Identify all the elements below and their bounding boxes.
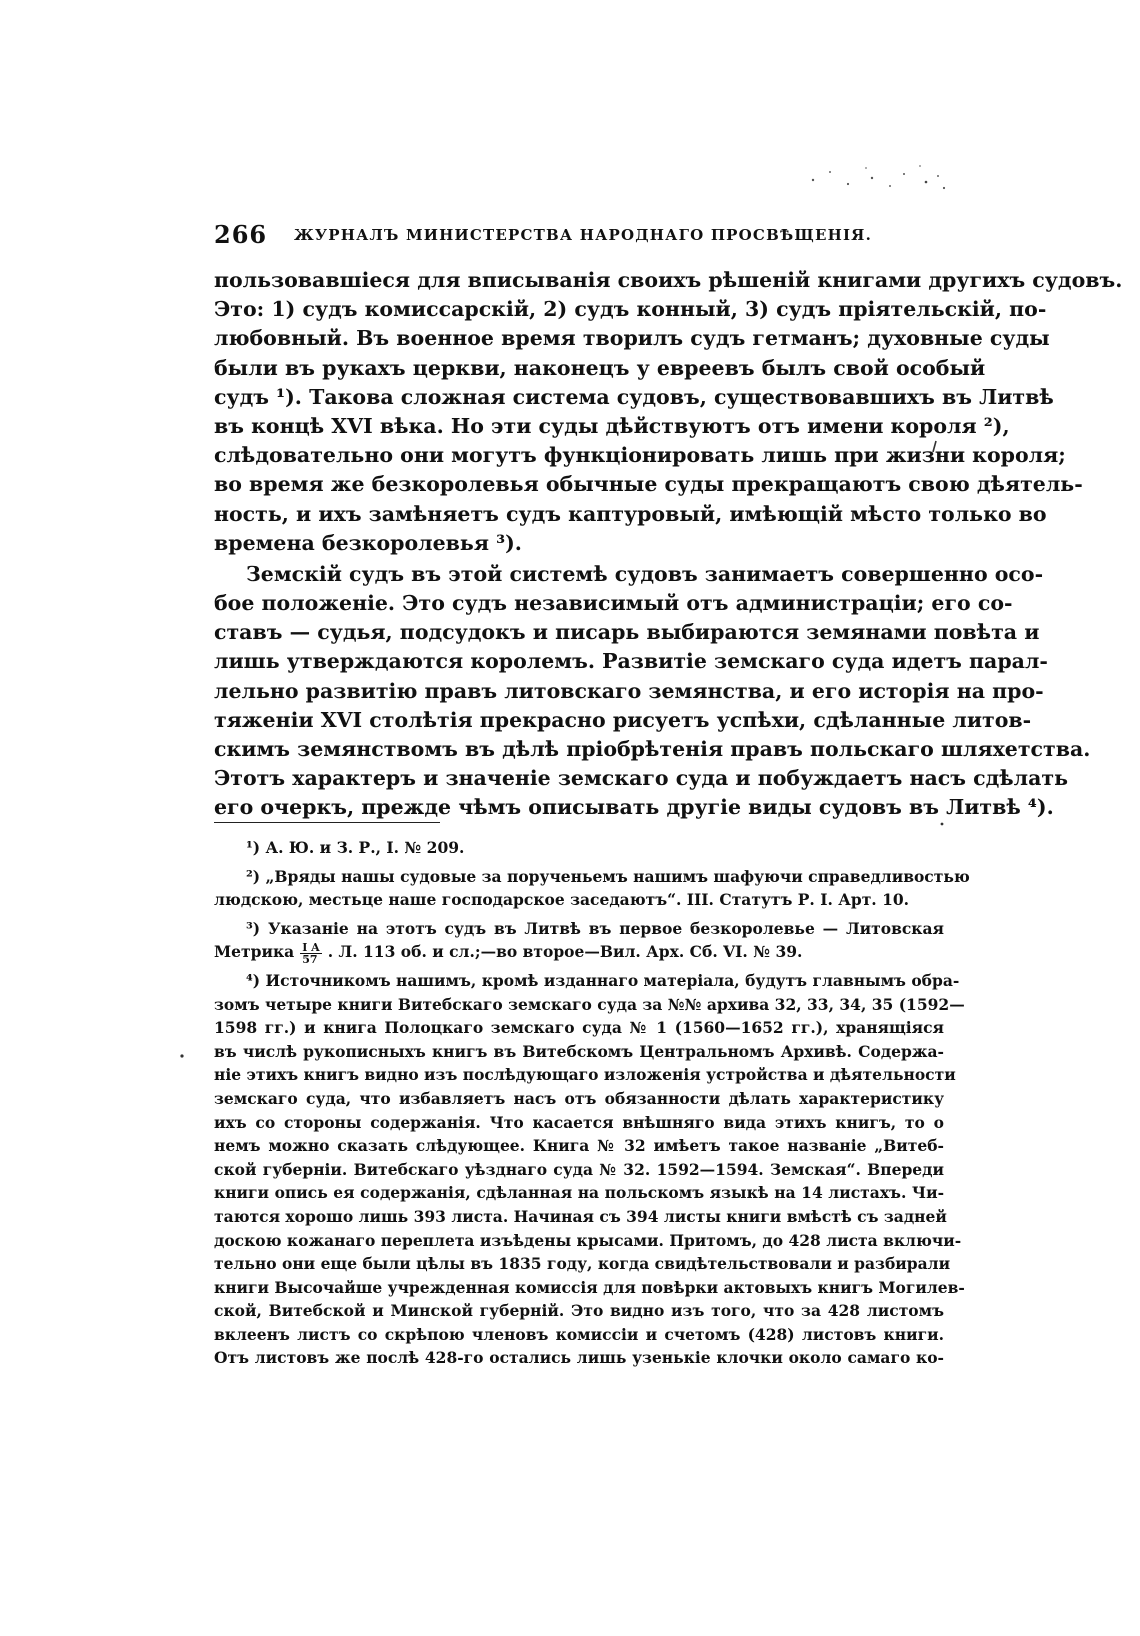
running-head	[214, 220, 942, 250]
footnote-line: ніе этихъ книгъ видно изъ послѣдующаго изложенія устройства и дѣятельности	[214, 1065, 956, 1085]
footnote-1	[214, 836, 944, 860]
footnote-3	[214, 917, 944, 964]
text-line: Земскій судъ въ этой системѣ судовъ занимаетъ совершенно осо-	[246, 561, 1044, 586]
footnote-line: ⁴) Источникомъ нашимъ, кромѣ изданнаго матеріала, будутъ главнымъ обра-	[246, 970, 960, 990]
text-line: бое положеніе. Это судъ независимый отъ администраціи; его со-	[214, 591, 1013, 616]
fraction-denominator: 57	[302, 952, 318, 966]
footnote-line: ²) „Вряды нашы судовые за порученьемъ нашимъ шафуючи справедливостью	[246, 866, 970, 886]
fraction-reference	[300, 942, 322, 965]
footnote-line: ¹) А. Ю. и З. Р., I. № 209.	[246, 838, 465, 857]
scan-speckles	[808, 162, 948, 192]
footnote-line: Отъ листовъ же послѣ 428-го остались лишь узенькіе клочки около самаго ко-	[214, 1348, 944, 1368]
text-line: ставъ — судья, подсудокъ и писарь выбираются земянами повѣта и	[214, 620, 1040, 645]
margin-dot-mark	[178, 1050, 186, 1062]
footnote-line: земскаго суда, что избавляетъ насъ отъ обязанности дѣлать характеристику	[214, 1088, 944, 1108]
margin-dot-mark	[938, 818, 946, 830]
footnote-line: 1598 гг.) и книга Полоцкаго земскаго суда № 1 (1560—1652 гг.), хранящіяся	[214, 1018, 944, 1038]
footnote-separator	[214, 822, 440, 823]
page-number: 266	[214, 220, 268, 249]
main-text	[214, 266, 1123, 823]
footnote-line: книги опись ея содержанія, сдѣланная на польскомъ языкѣ на 14 листахъ. Чи-	[214, 1183, 944, 1203]
footnote-line: доскою кожанаго переплета изъѣдены крысами. Притомъ, до 428 листа включи-	[214, 1230, 962, 1250]
text-line: любовный. Въ военное время творилъ судъ гетманъ; духовные суды	[214, 326, 1050, 351]
footnote-line: ³) Указаніе на этотъ судъ въ Литвѣ въ первое безкоролевье — Литовская	[246, 918, 944, 938]
footnote-line: таются хорошо лишь 393 листа. Начиная съ 394 листы книги вмѣстѣ съ задней	[214, 1206, 947, 1226]
footnote-line: ской, Витебской и Минской губерній. Это видно изъ того, что за 428 листомъ	[214, 1301, 944, 1321]
text-line: были въ рукахъ церкви, наконецъ у евреевъ былъ свой особый	[214, 355, 986, 380]
footnote-line	[214, 940, 944, 964]
text-line: его очеркъ, прежде чѣмъ описывать другіе виды судовъ въ Литвѣ ⁴).	[214, 795, 1054, 820]
text-line: лельно развитію правъ литовскаго земянства, и его исторія на про-	[214, 678, 1044, 703]
text-line: судъ ¹). Такова сложная система судовъ, существовавшихъ въ Литвѣ	[214, 384, 1054, 409]
fraction-numerator: I A	[302, 940, 320, 954]
footnote-line: книги Высочайше учрежденная комиссія для повѣрки актовыхъ книгъ Могилев-	[214, 1277, 965, 1297]
text-line: скимъ земянствомъ въ дѣлѣ пріобрѣтенія правъ польскаго шляхетства.	[214, 737, 1091, 761]
text-line: Этотъ характеръ и значеніе земскаго суда и побуждаетъ насъ сдѣлать	[214, 766, 1069, 791]
text-line: во время же безкоролевья обычные суды прекращаютъ свою дѣятель-	[214, 472, 1083, 497]
text-line: лишь утверждаются королемъ. Развитіе земскаго суда идетъ парал-	[214, 649, 1048, 674]
paragraph-2	[214, 560, 1091, 823]
journal-title: ЖУРНАЛЪ МИНИСТЕРСТВА НАРОДНАГО ПРОСВѢЩЕНІЯ.	[294, 226, 873, 244]
footnote-line: ской губерніи. Витебскаго уѣзднаго суда № 32. 1592—1594. Земская“. Впереди	[214, 1159, 944, 1179]
text-line: пользовавшіеся для вписыванія своихъ рѣшеній книгами другихъ судовъ.	[214, 268, 1123, 292]
footnotes	[214, 836, 970, 1370]
footnote-line: людскою, местьце наше господарское заседаютъ“. III. Статутъ Р. I. Арт. 10.	[214, 890, 910, 910]
metrika-citation: . Л. 113 об. и сл.;—во второе—Вил. Арх. Сб. VI. № 39.	[327, 942, 803, 962]
footnote-line: ихъ со стороны содержанія. Что касается внѣшняго вида этихъ книгъ, то о	[214, 1112, 944, 1132]
text-line: въ концѣ XVI вѣка. Но эти суды дѣйствуютъ отъ имени короля ²),	[214, 413, 1010, 438]
text-line: времена безкоролевья ³).	[214, 530, 522, 555]
margin-tick-mark	[930, 440, 940, 454]
footnote-4	[214, 969, 965, 1370]
text-line: тяженіи XVI столѣтія прекрасно рисуетъ успѣхи, сдѣланные литов-	[214, 707, 1032, 732]
footnote-line: вклеенъ листъ со скрѣпою членовъ комиссіи и счетомъ (428) листовъ книги.	[214, 1324, 944, 1344]
footnote-2	[214, 865, 970, 912]
paragraph-1	[214, 266, 1123, 558]
footnote-line: въ числѣ рукописныхъ книгъ въ Витебскомъ Центральномъ Архивѣ. Содержа-	[214, 1041, 944, 1061]
text-line: ность, и ихъ замѣняетъ судъ каптуровый, имѣющій мѣсто только во	[214, 501, 1047, 526]
text-line: слѣдовательно они могутъ функціонировать лишь при жизни короля;	[214, 443, 1066, 468]
metrika-label: Метрика	[214, 942, 295, 962]
footnote-line: зомъ четыре книги Витебскаго земскаго суда за №№ архива 32, 33, 34, 35 (1592—	[214, 994, 965, 1014]
footnote-line: тельно они еще были цѣлы въ 1835 году, когда свидѣтельствовали и разбирали	[214, 1254, 951, 1274]
footnote-line: немъ можно сказать слѣдующее. Книга № 32 имѣетъ такое названіе „Витеб-	[214, 1136, 944, 1156]
text-line: Это: 1) судъ комиссарскій, 2) судъ конный, 3) судъ пріятельскій, по-	[214, 297, 1047, 322]
